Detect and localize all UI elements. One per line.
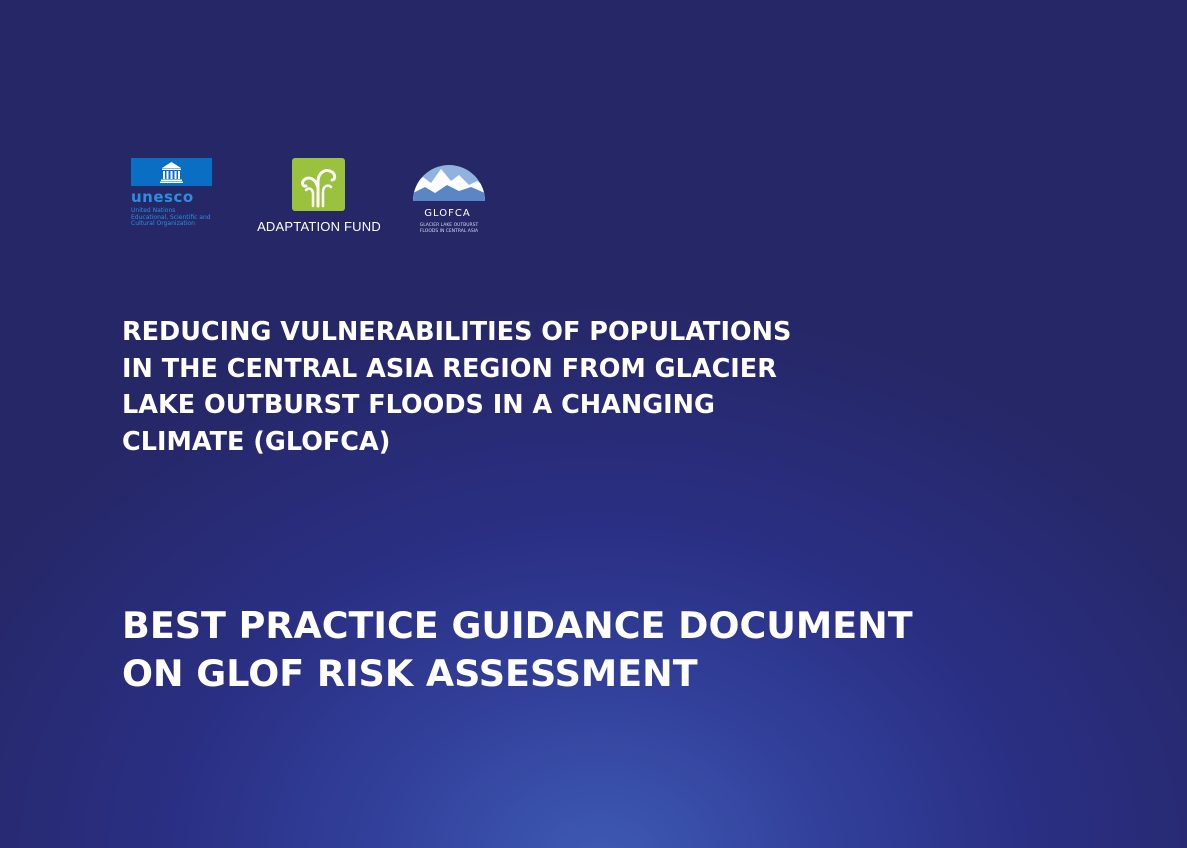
adaptation-fund-logo [252, 158, 386, 238]
unesco-subtitle: United Nations Educational, Scientific and Cultural Organization [131, 207, 211, 228]
document-title [122, 602, 922, 698]
adaptation-fund-name: ADAPTATION FUND [257, 219, 381, 234]
mountain-icon [413, 155, 485, 205]
glofca-name: GLOFCA [424, 208, 471, 219]
glofca-logo [410, 155, 488, 241]
logo-row [0, 0, 1187, 260]
adaptation-fund-emblem [292, 158, 345, 211]
temple-icon [131, 158, 212, 186]
glofca-subtitle: GLACIER LAKE OUTBURST FLOODS IN CENTRAL ASIA [419, 223, 479, 234]
project-title-line: LAKE OUTBURST FLOODS IN A CHANGING [122, 390, 715, 420]
unesco-logo [131, 158, 213, 240]
project-title-line: CLIMATE (GLOFCA) [122, 426, 391, 457]
plant-icon [292, 158, 345, 211]
document-title-line: BEST PRACTICE GUIDANCE DOCUMENT [122, 604, 913, 647]
project-title-line: IN THE CENTRAL ASIA REGION FROM GLACIER [122, 353, 777, 384]
document-title-line: ON GLOF RISK ASSESSMENT [122, 652, 698, 695]
project-title [122, 314, 842, 460]
unesco-emblem [131, 158, 212, 186]
unesco-wordmark: unesco [131, 188, 194, 206]
project-title-line: REDUCING VULNERABILITIES OF POPULATIONS [122, 317, 792, 347]
